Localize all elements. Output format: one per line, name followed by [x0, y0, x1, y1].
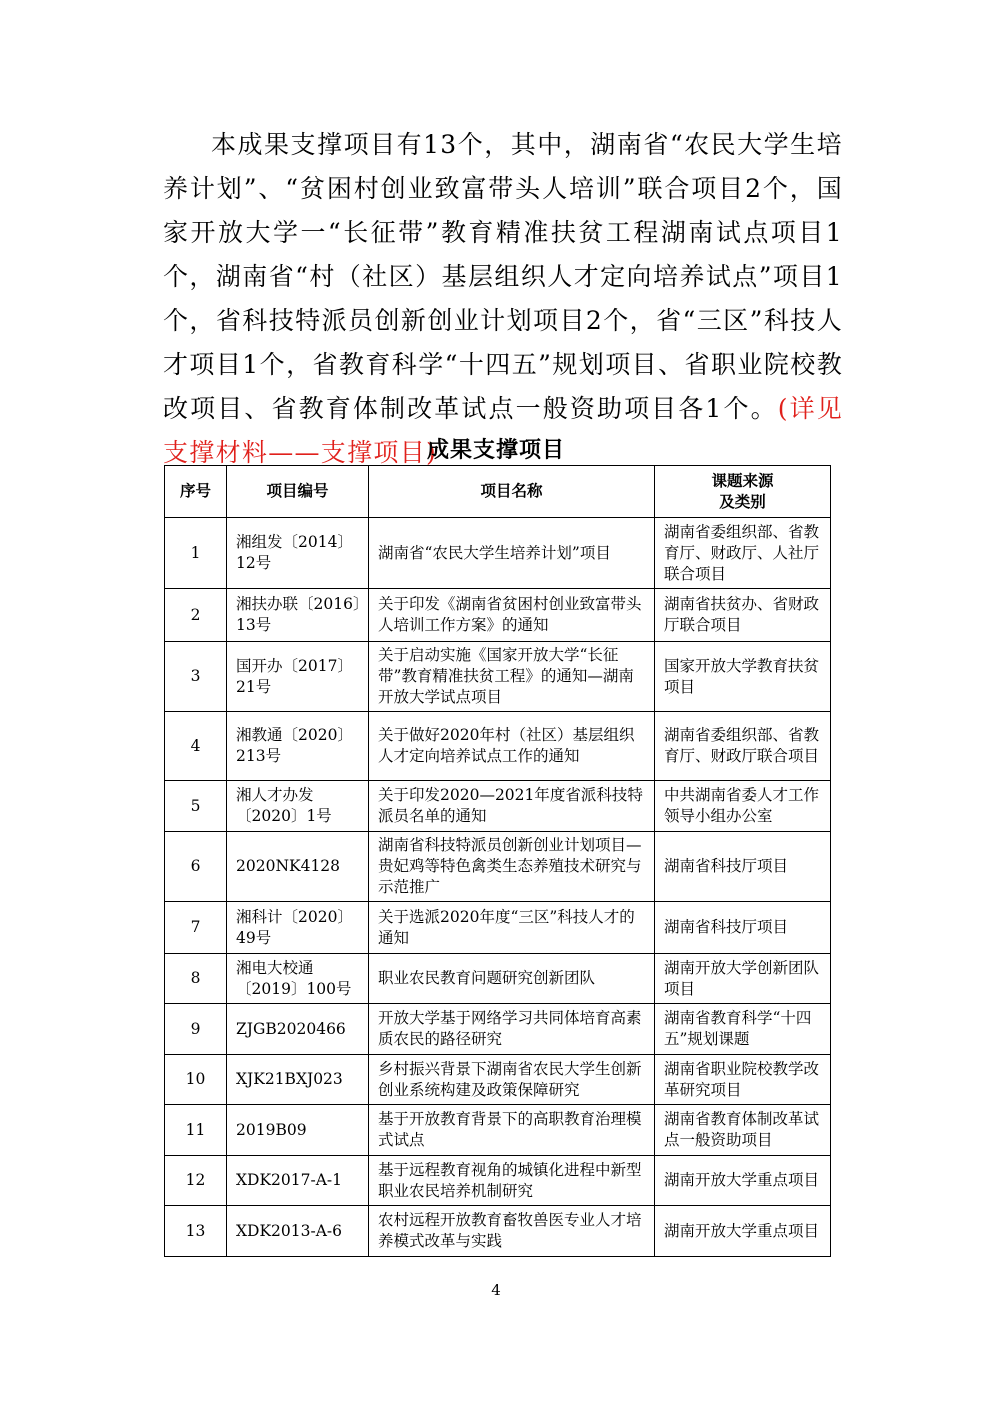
cell-code: 国开办〔2017〕21号	[227, 642, 369, 712]
cell-name: 农村远程开放教育畜牧兽医专业人才培养模式改革与实践	[369, 1206, 655, 1257]
cell-name: 湖南省“农民大学生培养计划”项目	[369, 518, 655, 589]
table-title: 成果支撑项目	[426, 438, 565, 463]
cell-seq: 9	[165, 1004, 227, 1055]
intro-note: (详见支撑材料——支撑项目)	[163, 394, 843, 467]
header-seq: 序号	[165, 466, 227, 518]
cell-source: 湖南开放大学重点项目	[655, 1156, 831, 1206]
cell-code: ZJGB2020466	[227, 1004, 369, 1055]
cell-name: 关于印发2020—2021年度省派科技特派员名单的通知	[369, 781, 655, 832]
table-row	[165, 1156, 831, 1206]
cell-seq: 2	[165, 589, 227, 642]
cell-name: 乡村振兴背景下湖南省农民大学生创新创业系统构建及政策保障研究	[369, 1055, 655, 1105]
cell-seq: 4	[165, 712, 227, 781]
table-row	[165, 642, 831, 712]
intro-paragraph	[163, 123, 843, 475]
table-row	[165, 518, 831, 589]
cell-code: 湘人才办发〔2020〕1号	[227, 781, 369, 832]
cell-source: 中共湖南省委人才工作领导小组办公室	[655, 781, 831, 832]
cell-seq: 3	[165, 642, 227, 712]
cell-source: 湖南省扶贫办、省财政厅联合项目	[655, 589, 831, 642]
table-row	[165, 954, 831, 1004]
cell-seq: 5	[165, 781, 227, 832]
cell-seq: 8	[165, 954, 227, 1004]
cell-source: 湖南省委组织部、省教育厅、财政厅联合项目	[655, 712, 831, 781]
table-row	[165, 902, 831, 954]
cell-code: XDK2013-A-6	[227, 1206, 369, 1257]
cell-seq: 1	[165, 518, 227, 589]
header-source	[655, 466, 831, 518]
cell-code: 湘组发〔2014〕12号	[227, 518, 369, 589]
cell-code: XJK21BXJ023	[227, 1055, 369, 1105]
table-row	[165, 1105, 831, 1156]
cell-name: 基于开放教育背景下的高职教育治理模式试点	[369, 1105, 655, 1156]
table-row	[165, 1206, 831, 1257]
cell-source: 湖南省科技厅项目	[655, 832, 831, 902]
cell-seq: 11	[165, 1105, 227, 1156]
table-row	[165, 781, 831, 832]
cell-code: 湘电大校通〔2019〕100号	[227, 954, 369, 1004]
cell-seq: 6	[165, 832, 227, 902]
cell-code: 2020NK4128	[227, 832, 369, 902]
header-name: 项目名称	[369, 466, 655, 518]
header-source-line2: 及类别	[719, 492, 766, 511]
cell-source: 湖南省教育科学“十四五”规划课题	[655, 1004, 831, 1055]
cell-seq: 7	[165, 902, 227, 954]
table-row	[165, 589, 831, 642]
cell-code: 湘教通〔2020〕213号	[227, 712, 369, 781]
cell-source: 湖南开放大学创新团队项目	[655, 954, 831, 1004]
cell-name: 关于启动实施《国家开放大学“长征带”教育精准扶贫工程》的通知—湖南开放大学试点项目	[369, 642, 655, 712]
cell-name: 基于远程教育视角的城镇化进程中新型职业农民培养机制研究	[369, 1156, 655, 1206]
cell-name: 湖南省科技特派员创新创业计划项目—贵妃鸡等特色禽类生态养殖技术研究与示范推广	[369, 832, 655, 902]
cell-seq: 10	[165, 1055, 227, 1105]
cell-source: 湖南省科技厅项目	[655, 902, 831, 954]
intro-text: 本成果支撑项目有13个，其中，湖南省“农民大学生培养计划”、“贫困村创业致富带头人培训”联合项目2个，国家开放大学一“长征带”教育精准扶贫工程湖南试点项目1个，湖南省“村（社区）基层组织人才定向培养试点”项目1个，省科技特派员创新创业计划项目2个，省“三区”科技人才项目1个，省教育科学“十四五”规划项目、省职业院校教改项目、省教育体制改革试点一般资助项目各1个。	[163, 130, 843, 423]
cell-seq: 12	[165, 1156, 227, 1206]
cell-source: 湖南省职业院校教学改革研究项目	[655, 1055, 831, 1105]
cell-name: 职业农民教育问题研究创新团队	[369, 954, 655, 1004]
cell-name: 关于印发《湖南省贫困村创业致富带头人培训工作方案》的通知	[369, 589, 655, 642]
cell-source: 湖南省委组织部、省教育厅、财政厅、人社厅联合项目	[655, 518, 831, 589]
table-row	[165, 712, 831, 781]
table-row	[165, 832, 831, 902]
header-source-line1: 课题来源	[711, 471, 774, 490]
cell-code: 湘扶办联〔2016〕13号	[227, 589, 369, 642]
projects-table	[164, 465, 831, 1257]
header-code: 项目编号	[227, 466, 369, 518]
table-row	[165, 1004, 831, 1055]
page-number: 4	[491, 1281, 501, 1299]
cell-seq: 13	[165, 1206, 227, 1257]
cell-name: 开放大学基于网络学习共同体培育高素质农民的路径研究	[369, 1004, 655, 1055]
cell-name: 关于选派2020年度“三区”科技人才的通知	[369, 902, 655, 954]
cell-code: 湘科计〔2020〕49号	[227, 902, 369, 954]
table-row	[165, 1055, 831, 1105]
cell-code: 2019B09	[227, 1105, 369, 1156]
cell-source: 国家开放大学教育扶贫项目	[655, 642, 831, 712]
cell-code: XDK2017-A-1	[227, 1156, 369, 1206]
cell-source: 湖南开放大学重点项目	[655, 1206, 831, 1257]
table-header-row	[165, 466, 831, 518]
cell-source: 湖南省教育体制改革试点一般资助项目	[655, 1105, 831, 1156]
cell-name: 关于做好2020年村（社区）基层组织人才定向培养试点工作的通知	[369, 712, 655, 781]
